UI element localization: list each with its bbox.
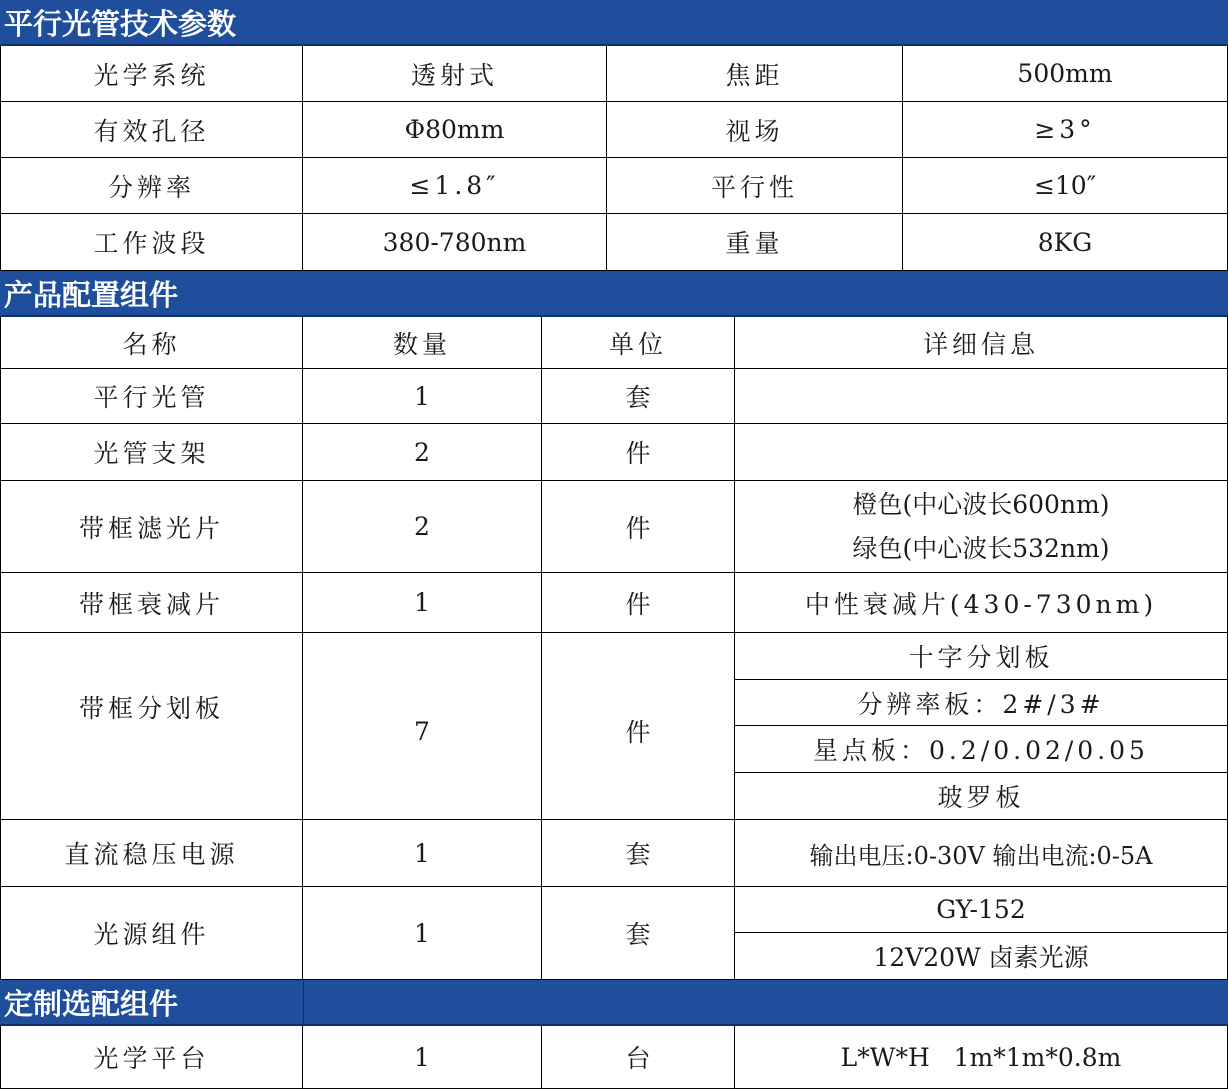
config-row-name: 带框分划板 <box>0 633 303 820</box>
detail-line: 橙色(中心波长600nm) <box>852 489 1110 519</box>
custom-row-details: L*W*H 1m*1m*0.8m <box>735 1026 1228 1089</box>
specs-cell-value: ≥3° <box>903 102 1228 158</box>
config-row-unit: 件 <box>542 424 735 481</box>
config-row-qty: 2 <box>303 481 542 573</box>
config-row-details-sub: 玻罗板 <box>735 773 1228 820</box>
specs-cell-label: 工作波段 <box>0 214 303 271</box>
config-row-qty: 1 <box>303 573 542 633</box>
config-header-unit: 单位 <box>542 317 735 369</box>
specs-cell-label: 光学系统 <box>0 46 303 102</box>
specs-cell-value: 500mm <box>903 46 1228 102</box>
config-row-name: 光管支架 <box>0 424 303 481</box>
config-row-unit: 套 <box>542 820 735 887</box>
config-section-header <box>0 271 1228 317</box>
specs-cell-value: 透射式 <box>303 46 607 102</box>
config-row-details-sub: GY-152 <box>735 887 1228 933</box>
config-row-qty: 1 <box>303 887 542 980</box>
config-row-qty: 1 <box>303 820 542 887</box>
config-row-unit: 件 <box>542 481 735 573</box>
detail-line: 绿色(中心波长532nm) <box>852 533 1110 563</box>
specs-cell-value: Φ80mm <box>303 102 607 158</box>
config-row-name: 带框滤光片 <box>0 481 303 573</box>
config-row-name: 光源组件 <box>0 887 303 980</box>
config-row-name: 平行光管 <box>0 369 303 424</box>
specs-cell-label: 有效孔径 <box>0 102 303 158</box>
custom-section-header <box>0 980 1228 1026</box>
config-row-details <box>735 369 1228 424</box>
specs-cell-value: 8KG <box>903 214 1228 271</box>
specs-cell-label: 焦距 <box>607 46 903 102</box>
config-row-unit: 件 <box>542 633 735 820</box>
config-header-qty: 数量 <box>303 317 542 369</box>
specs-cell-value: ≤1.8″ <box>303 158 607 214</box>
config-row-details-sub: 十字分划板 <box>735 633 1228 680</box>
config-row-qty: 7 <box>303 633 542 820</box>
config-row-details <box>735 424 1228 481</box>
specs-cell-value: 380-780nm <box>303 214 607 271</box>
config-row-details-sub: 分辨率板：2#/3# <box>735 680 1228 726</box>
config-row-qty: 2 <box>303 424 542 481</box>
config-row-details: 输出电压:0-30V 输出电流:0-5A <box>735 820 1228 887</box>
custom-row-qty: 1 <box>303 1026 542 1089</box>
specs-cell-label: 重量 <box>607 214 903 271</box>
config-row-details <box>735 481 1228 573</box>
custom-row-unit: 台 <box>542 1026 735 1089</box>
config-row-name: 带框衰减片 <box>0 573 303 633</box>
config-row-unit: 套 <box>542 887 735 980</box>
config-row-unit: 套 <box>542 369 735 424</box>
specs-cell-value: ≤10″ <box>903 158 1228 214</box>
specs-cell-label: 视场 <box>607 102 903 158</box>
config-row-qty: 1 <box>303 369 542 424</box>
config-header-details: 详细信息 <box>735 317 1228 369</box>
specs-cell-label: 分辨率 <box>0 158 303 214</box>
config-row-name: 直流稳压电源 <box>0 820 303 887</box>
config-row-details: 中性衰减片(430-730nm) <box>735 573 1228 633</box>
specs-section-header <box>0 0 1228 46</box>
specs-cell-label: 平行性 <box>607 158 903 214</box>
custom-header-divider <box>303 980 304 1026</box>
specs-section-title: 平行光管技术参数 <box>4 7 237 41</box>
config-row-unit: 件 <box>542 573 735 633</box>
custom-row-name: 光学平台 <box>0 1026 303 1089</box>
config-row-details-sub: 12V20W 卤素光源 <box>735 933 1228 980</box>
config-header-name: 名称 <box>0 317 303 369</box>
config-row-details-sub: 星点板：0.2/0.02/0.05 <box>735 726 1228 773</box>
custom-section-title: 定制选配组件 <box>4 987 179 1021</box>
config-section-title: 产品配置组件 <box>4 278 179 312</box>
